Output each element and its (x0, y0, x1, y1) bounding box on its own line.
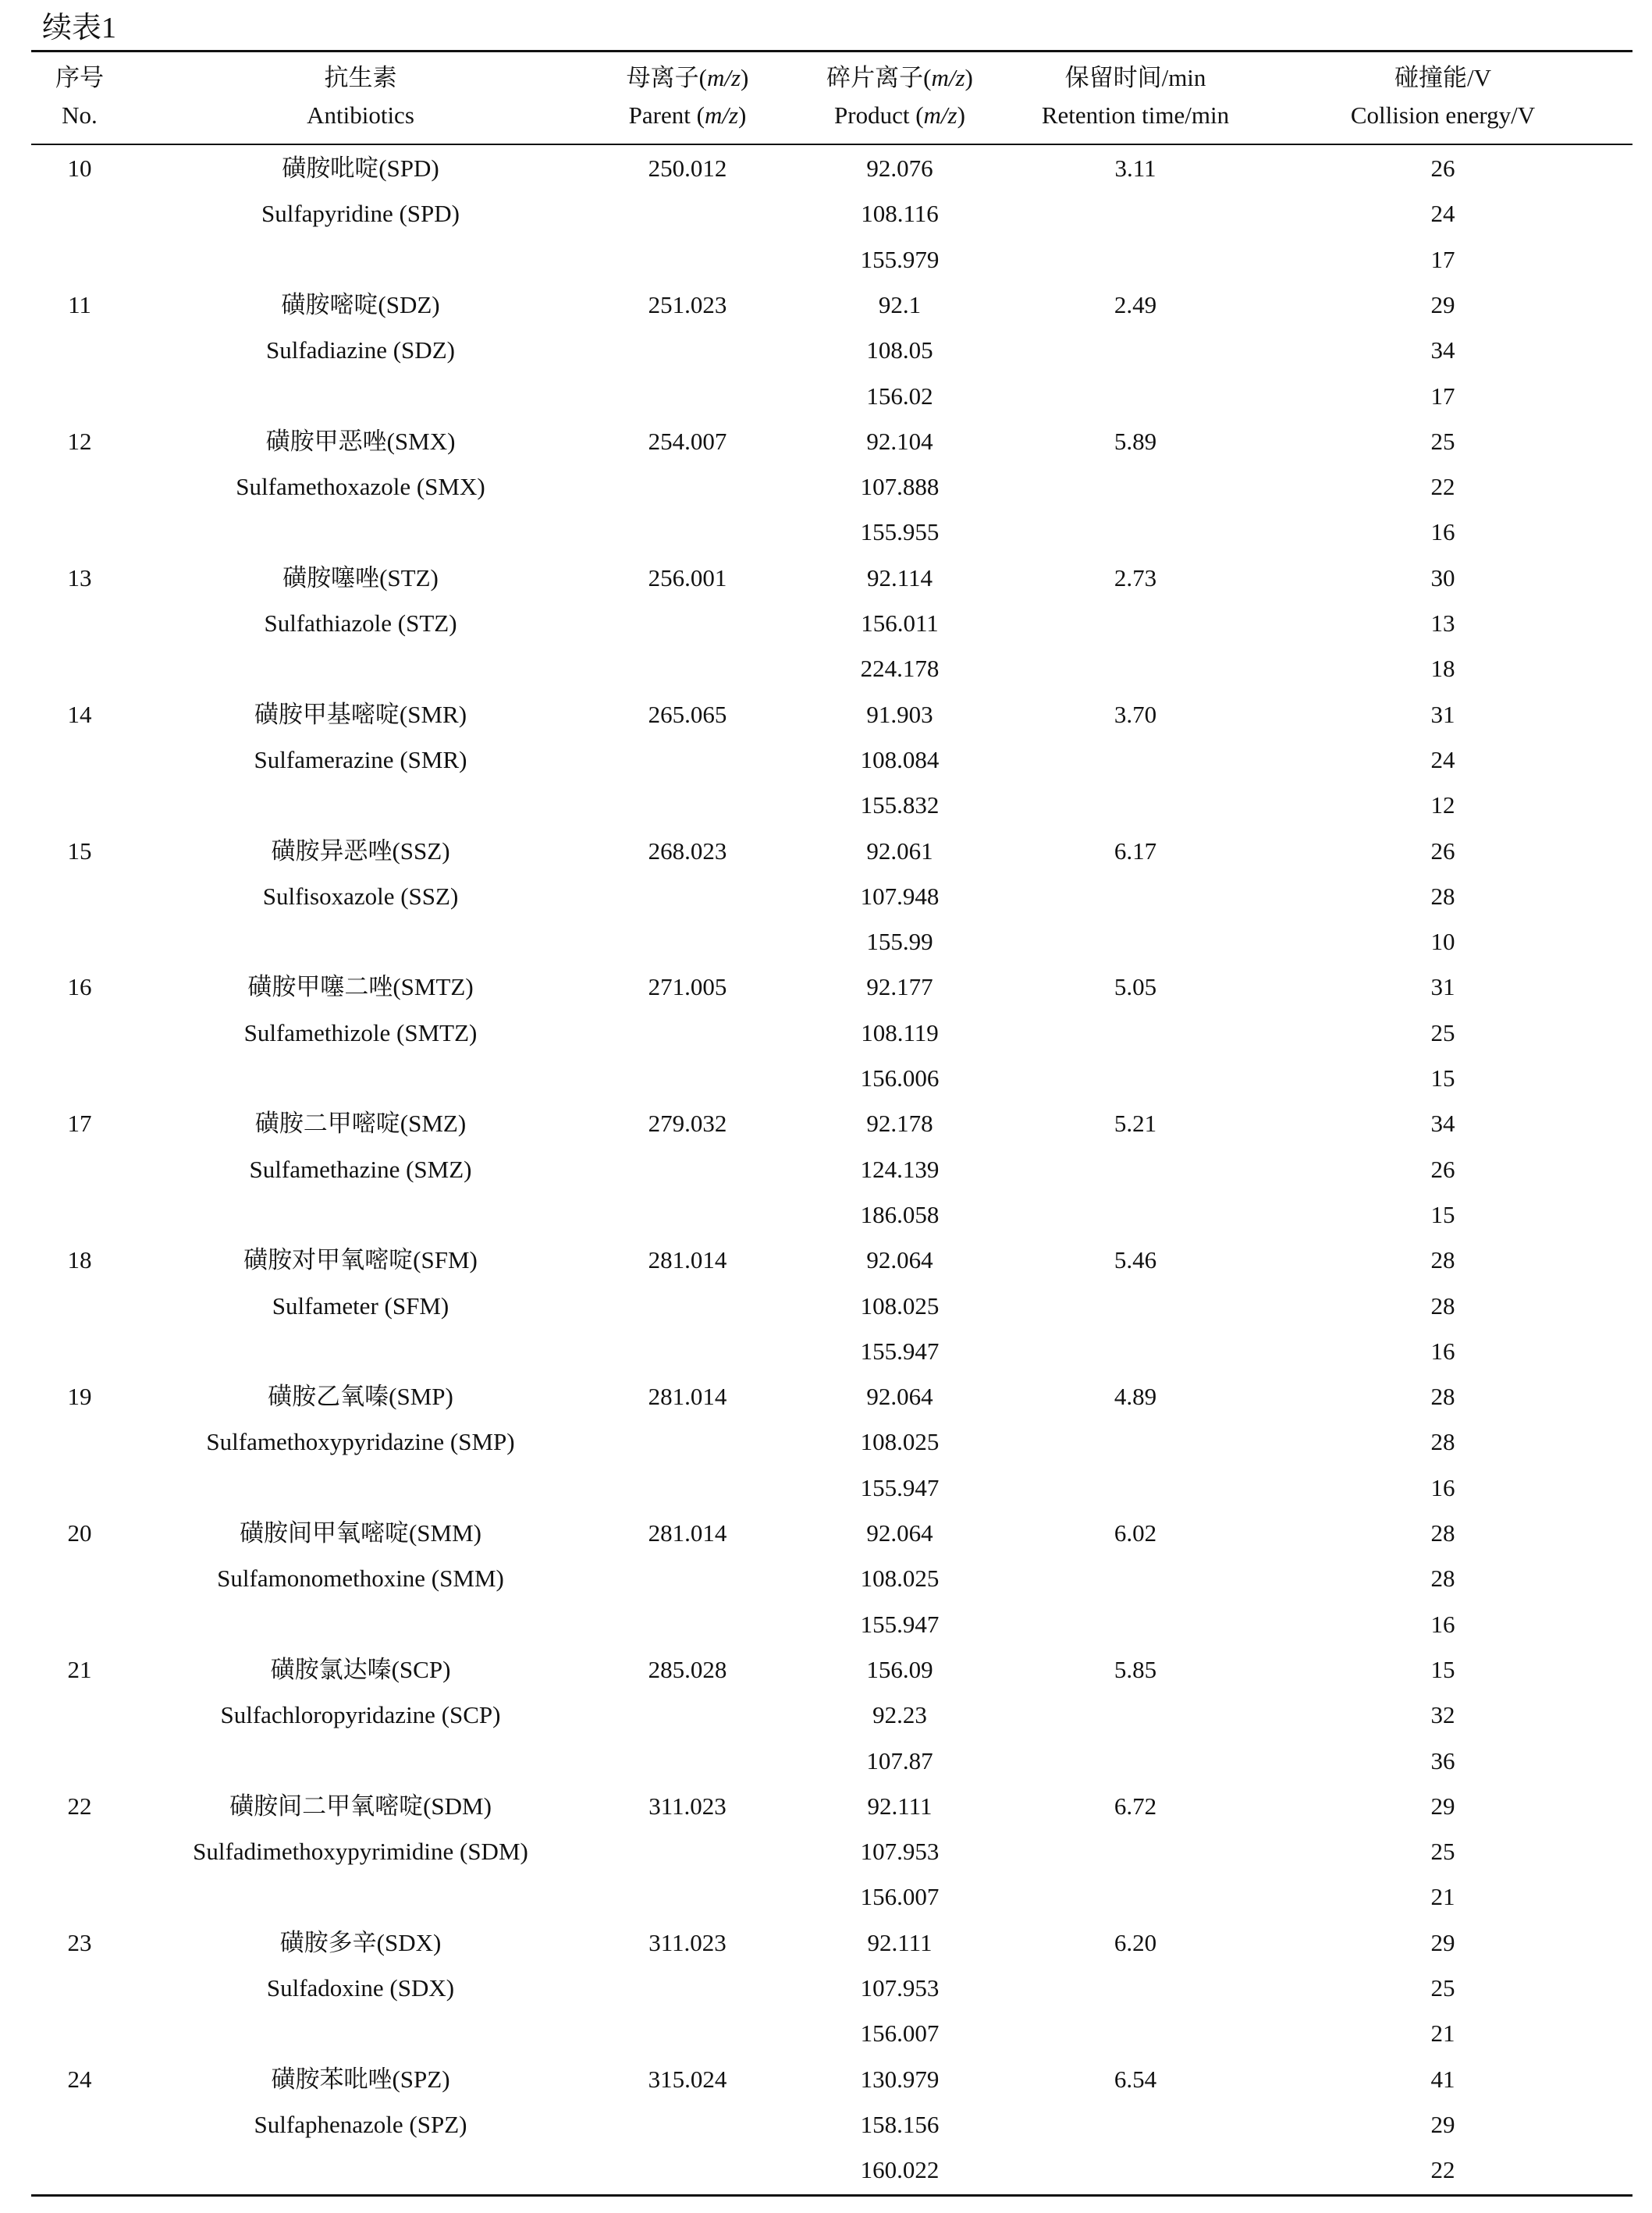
collision-energy: 28 (1430, 882, 1455, 910)
product-ion: 130.979 (860, 2065, 940, 2093)
antibiotic-name-zh: 磺胺间甲氧嘧啶(SMM) (239, 1519, 481, 1547)
product-ion: 156.006 (860, 1064, 940, 1092)
collision-energy: 17 (1430, 382, 1455, 410)
product-ion: 186.058 (860, 1200, 940, 1228)
parent-ion: 281.014 (648, 1519, 727, 1547)
antibiotic-name-en: Sulfapyridine (SPD) (261, 200, 460, 228)
product-ion: 92.064 (866, 1383, 933, 1411)
product-ion: 108.025 (860, 1565, 940, 1593)
product-ion: 92.061 (866, 837, 933, 865)
product-ion: 108.084 (860, 745, 940, 773)
antibiotic-name-en: Sulfameter (SFM) (272, 1291, 449, 1320)
row-number: 18 (67, 1246, 92, 1274)
product-ion: 224.178 (860, 655, 940, 683)
product-ion: 155.955 (860, 518, 940, 546)
collision-energy: 16 (1430, 1610, 1455, 1638)
product-ion: 107.953 (860, 1838, 940, 1866)
parent-ion: 279.032 (648, 1110, 727, 1138)
collision-energy: 26 (1430, 837, 1455, 865)
antibiotic-name-en: Sulfadoxine (SDX) (266, 1974, 455, 2002)
row-number: 21 (67, 1655, 92, 1683)
antibiotic-name-en: Sulfamerazine (SMR) (254, 745, 467, 773)
product-ion: 155.947 (860, 1337, 940, 1365)
collision-energy: 10 (1430, 928, 1455, 956)
bottom-rule (31, 2194, 1632, 2197)
header-parent-en: Parent (m/z) (628, 101, 747, 129)
collision-energy: 25 (1430, 1018, 1455, 1046)
product-ion: 156.007 (860, 2019, 940, 2048)
collision-energy: 15 (1430, 1655, 1455, 1683)
antibiotic-name-en: Sulfisoxazole (SSZ) (262, 882, 459, 910)
product-ion: 92.111 (867, 1792, 933, 1820)
header-retention-zh: 保留时间/min (1064, 64, 1206, 91)
parent-ion: 268.023 (648, 837, 727, 865)
product-ion: 156.011 (861, 609, 939, 637)
product-ion: 92.177 (866, 973, 933, 1001)
product-ion: 155.947 (860, 1610, 940, 1638)
retention-time: 6.72 (1114, 1792, 1157, 1820)
collision-energy: 28 (1430, 1428, 1455, 1456)
antibiotic-name-en: Sulfadimethoxypyrimidine (SDM) (193, 1838, 528, 1866)
retention-time: 5.21 (1114, 1110, 1157, 1138)
retention-time: 3.11 (1114, 155, 1156, 182)
antibiotic-name-zh: 磺胺甲恶唑(SMX) (265, 427, 456, 455)
collision-energy: 31 (1430, 700, 1455, 728)
collision-energy: 34 (1430, 336, 1455, 364)
collision-energy: 22 (1430, 473, 1455, 501)
collision-energy: 28 (1430, 1383, 1455, 1411)
product-ion: 92.064 (866, 1246, 933, 1274)
product-ion: 108.119 (861, 1018, 939, 1046)
collision-energy: 28 (1430, 1565, 1455, 1593)
collision-energy: 24 (1430, 200, 1455, 228)
product-ion: 155.832 (860, 791, 940, 819)
antibiotic-name-en: Sulfaphenazole (SPZ) (254, 2110, 467, 2138)
retention-time: 2.49 (1114, 290, 1157, 318)
retention-time: 5.46 (1114, 1246, 1157, 1274)
table-caption: 续表1 (42, 12, 117, 44)
product-ion: 107.888 (860, 473, 940, 501)
header-no-zh: 序号 (55, 64, 104, 91)
product-ion: 158.156 (860, 2110, 940, 2138)
header-antibiotics-zh: 抗生素 (324, 64, 397, 91)
header-antibiotics-en: Antibiotics (307, 101, 414, 129)
product-ion: 108.116 (861, 200, 939, 228)
retention-time: 5.85 (1114, 1655, 1157, 1683)
row-number: 22 (67, 1792, 92, 1820)
parent-ion: 265.065 (648, 700, 727, 728)
product-ion: 91.903 (866, 700, 933, 728)
product-ion: 92.23 (872, 1701, 927, 1729)
parent-ion: 315.024 (648, 2065, 727, 2093)
antibiotic-name-en: Sulfathiazole (STZ) (264, 609, 457, 637)
antibiotic-name-en: Sulfamethoxazole (SMX) (236, 473, 485, 501)
retention-time: 5.05 (1114, 973, 1157, 1001)
parent-ion: 254.007 (648, 427, 727, 455)
collision-energy: 18 (1430, 655, 1455, 683)
collision-energy: 16 (1430, 1337, 1455, 1365)
product-ion: 92.111 (867, 1928, 933, 1956)
collision-energy: 26 (1430, 155, 1455, 182)
product-ion: 92.178 (866, 1110, 933, 1138)
antibiotic-name-en: Sulfamethoxypyridazine (SMP) (206, 1428, 515, 1456)
collision-energy: 25 (1430, 427, 1455, 455)
antibiotic-name-zh: 磺胺吡啶(SPD) (282, 155, 439, 182)
product-ion: 160.022 (860, 2156, 940, 2184)
parent-ion: 281.014 (648, 1246, 727, 1274)
retention-time: 6.54 (1114, 2065, 1157, 2093)
header-parent-zh: 母离子(m/z) (626, 64, 749, 91)
header-collision-zh: 碰撞能/V (1394, 64, 1491, 91)
row-number: 24 (67, 2065, 92, 2093)
antibiotic-name-en: Sulfamethazine (SMZ) (249, 1155, 472, 1183)
antibiotic-name-zh: 磺胺多辛(SDX) (279, 1928, 442, 1956)
collision-energy: 21 (1430, 2019, 1455, 2048)
product-ion: 107.953 (860, 1974, 940, 2002)
product-ion: 92.1 (878, 290, 922, 318)
header-product-zh: 碎片离子(m/z) (826, 64, 973, 91)
collision-energy: 34 (1430, 1110, 1455, 1138)
product-ion: 155.99 (866, 928, 933, 956)
retention-time: 4.89 (1114, 1383, 1157, 1411)
retention-time: 2.73 (1114, 563, 1157, 591)
collision-energy: 16 (1430, 518, 1455, 546)
antibiotic-name-zh: 磺胺乙氧嗪(SMP) (268, 1383, 453, 1411)
header-product-en: Product (m/z) (834, 101, 965, 129)
product-ion: 155.947 (860, 1473, 940, 1501)
antibiotic-name-zh: 磺胺对甲氧嘧啶(SFM) (243, 1246, 478, 1274)
row-number: 17 (67, 1110, 92, 1138)
antibiotic-name-zh: 磺胺苯吡唑(SPZ) (271, 2065, 450, 2093)
retention-time: 3.70 (1114, 700, 1157, 728)
parent-ion: 250.012 (648, 155, 727, 182)
collision-energy: 25 (1430, 1838, 1455, 1866)
product-ion: 155.979 (860, 245, 940, 273)
product-ion: 108.025 (860, 1291, 940, 1320)
collision-energy: 25 (1430, 1974, 1455, 2002)
antibiotic-name-en: Sulfachloropyridazine (SCP) (220, 1701, 501, 1729)
antibiotic-name-zh: 磺胺异恶唑(SSZ) (271, 837, 450, 865)
header-retention-en: Retention time/min (1041, 101, 1230, 129)
parent-ion: 311.023 (648, 1928, 727, 1956)
collision-energy: 28 (1430, 1246, 1455, 1274)
parent-ion: 256.001 (648, 563, 727, 591)
product-ion: 156.02 (866, 382, 933, 410)
parent-ion: 281.014 (648, 1383, 727, 1411)
collision-energy: 30 (1430, 563, 1455, 591)
collision-energy: 15 (1430, 1200, 1455, 1228)
collision-energy: 22 (1430, 2156, 1455, 2184)
collision-energy: 32 (1430, 1701, 1455, 1729)
collision-energy: 29 (1430, 290, 1455, 318)
retention-time: 6.20 (1114, 1928, 1157, 1956)
collision-energy: 17 (1430, 245, 1455, 273)
product-ion: 107.948 (860, 882, 940, 910)
collision-energy: 41 (1430, 2065, 1455, 2093)
row-number: 11 (68, 290, 91, 318)
product-ion: 92.064 (866, 1519, 933, 1547)
product-ion: 156.007 (860, 1883, 940, 1911)
antibiotic-name-zh: 磺胺间二甲氧嘧啶(SDM) (229, 1792, 492, 1820)
collision-energy: 26 (1430, 1155, 1455, 1183)
product-ion: 92.076 (866, 155, 933, 182)
antibiotic-name-zh: 磺胺噻唑(STZ) (282, 563, 439, 591)
row-number: 13 (67, 563, 92, 591)
row-number: 20 (67, 1519, 92, 1547)
antibiotic-name-zh: 磺胺嘧啶(SDZ) (281, 290, 440, 318)
collision-energy: 29 (1430, 2110, 1455, 2138)
header-no-en: No. (62, 101, 98, 129)
collision-energy: 24 (1430, 745, 1455, 773)
product-ion: 156.09 (866, 1655, 933, 1683)
antibiotic-name-en: Sulfamonomethoxine (SMM) (217, 1565, 504, 1593)
row-number: 10 (67, 155, 92, 182)
row-number: 19 (67, 1383, 92, 1411)
collision-energy: 13 (1430, 609, 1455, 637)
retention-time: 6.02 (1114, 1519, 1157, 1547)
collision-energy: 16 (1430, 1473, 1455, 1501)
collision-energy: 12 (1430, 791, 1455, 819)
antibiotic-name-zh: 磺胺二甲嘧啶(SMZ) (254, 1110, 467, 1138)
product-ion: 107.87 (866, 1746, 933, 1774)
collision-energy: 29 (1430, 1928, 1455, 1956)
row-number: 23 (67, 1928, 92, 1956)
parent-ion: 311.023 (648, 1792, 727, 1820)
collision-energy: 36 (1430, 1746, 1455, 1774)
collision-energy: 28 (1430, 1519, 1455, 1547)
row-number: 16 (67, 973, 92, 1001)
antibiotic-name-en: Sulfadiazine (SDZ) (266, 336, 455, 364)
row-number: 12 (67, 427, 92, 455)
antibiotic-name-en: Sulfamethizole (SMTZ) (243, 1018, 478, 1046)
product-ion: 108.05 (866, 336, 933, 364)
row-number: 15 (67, 837, 92, 865)
collision-energy: 21 (1430, 1883, 1455, 1911)
collision-energy: 31 (1430, 973, 1455, 1001)
product-ion: 124.139 (860, 1155, 940, 1183)
parent-ion: 251.023 (648, 290, 727, 318)
retention-time: 5.89 (1114, 427, 1157, 455)
parent-ion: 285.028 (648, 1655, 727, 1683)
antibiotic-name-zh: 磺胺甲噻二唑(SMTZ) (247, 973, 474, 1001)
product-ion: 108.025 (860, 1428, 940, 1456)
collision-energy: 15 (1430, 1064, 1455, 1092)
header-collision-en: Collision energy/V (1350, 101, 1536, 129)
parent-ion: 271.005 (648, 973, 727, 1001)
row-number: 14 (67, 700, 92, 728)
retention-time: 6.17 (1114, 837, 1157, 865)
collision-energy: 29 (1430, 1792, 1455, 1820)
product-ion: 92.114 (866, 563, 933, 591)
collision-energy: 28 (1430, 1291, 1455, 1320)
product-ion: 92.104 (866, 427, 933, 455)
antibiotic-name-zh: 磺胺甲基嘧啶(SMR) (254, 700, 467, 728)
antibiotic-name-zh: 磺胺氯达嗪(SCP) (270, 1655, 451, 1683)
